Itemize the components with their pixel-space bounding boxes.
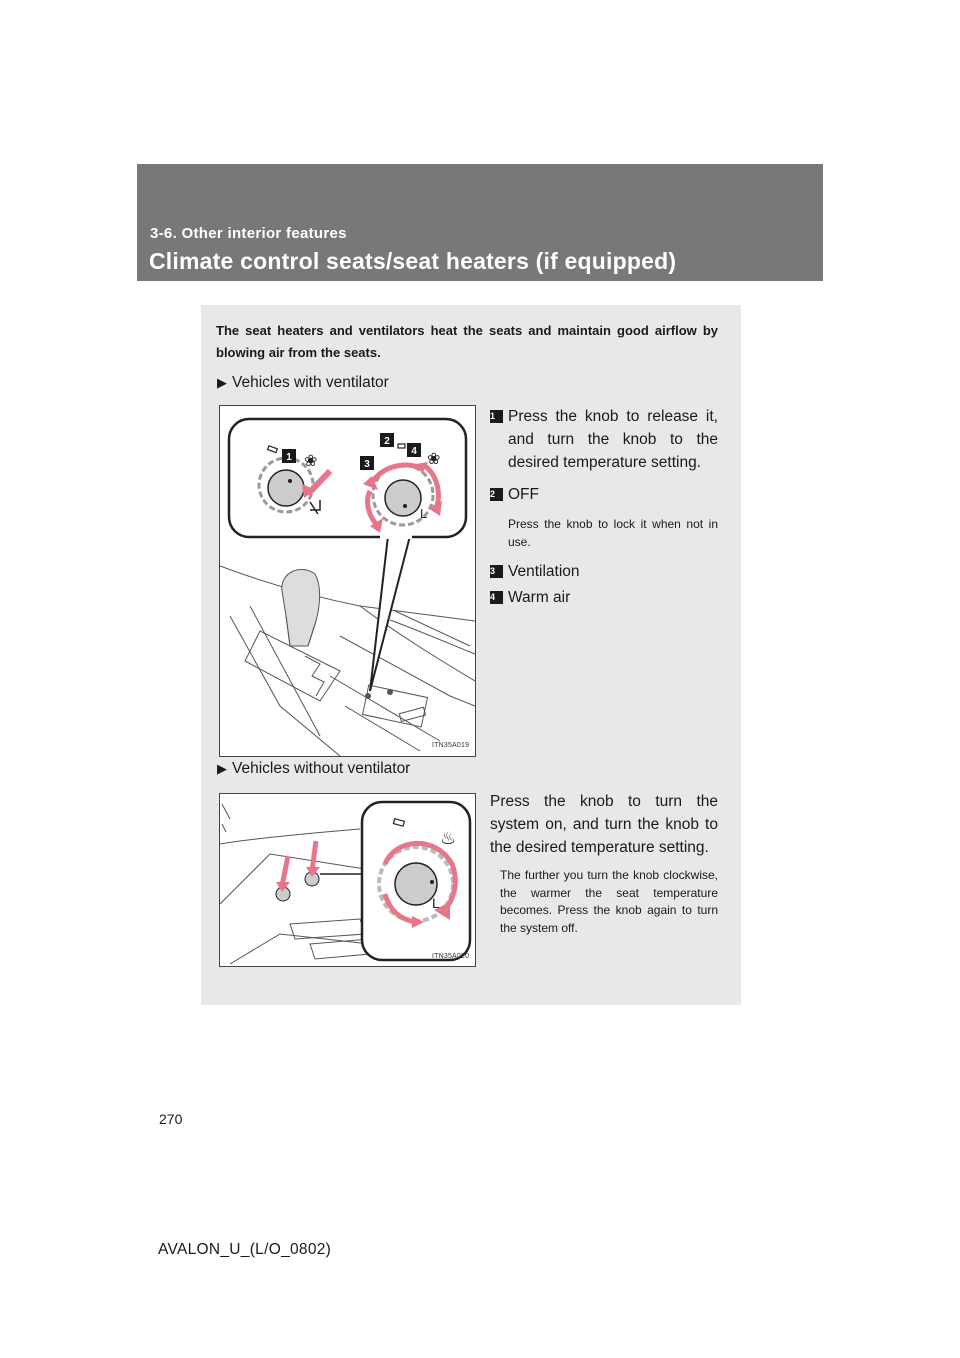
console-illustration	[220, 794, 475, 966]
figure-code: ITN35A019	[432, 742, 470, 749]
console-illustration	[220, 406, 475, 756]
triangle-right-icon: ▶	[217, 375, 227, 390]
section-header	[137, 164, 823, 281]
knob-letter: L	[420, 506, 428, 521]
item-text: OFF	[508, 486, 539, 503]
callout-3: 3	[364, 459, 370, 470]
variant-heading-label: Vehicles without ventilator	[232, 760, 411, 777]
item-note: Press the knob to lock it when not in use.	[508, 517, 718, 549]
seat-heat-icon: ❀	[427, 449, 441, 468]
no-ventilator-text-block	[490, 790, 718, 937]
intro-text: The seat heaters and ventilators heat the seats and maintain good airflow by blowing air from the seats.	[216, 323, 718, 360]
body-note: The further you turn the knob clockwise, the warmer the seat temperature becomes. Press the knob again to turn the system off.	[500, 868, 718, 935]
seat-fan-icon: ❀	[304, 451, 318, 470]
page-title: Climate control seats/seat heaters (if equipped)	[149, 248, 677, 274]
callout-2: 2	[384, 436, 390, 447]
figure-ventilator	[219, 405, 476, 757]
list-item	[490, 405, 718, 474]
ventilator-steps	[490, 405, 718, 609]
item-number: 2	[490, 488, 503, 501]
section-label: 3-6. Other interior features	[150, 225, 347, 242]
knob-icon	[395, 863, 437, 905]
content-panel	[201, 305, 741, 1005]
item-text: Press the knob to release it, and turn the knob to the desired temperature setting.	[508, 408, 718, 471]
figure-code: ITN35A020	[432, 953, 470, 960]
document-code: AVALON_U_(L/O_0802)	[158, 1241, 332, 1258]
item-text: Warm air	[508, 589, 571, 606]
item-number: 4	[490, 591, 503, 604]
variant-heading-label: Vehicles with ventilator	[232, 374, 389, 391]
knob-letter: L	[432, 895, 440, 911]
item-number: 3	[490, 565, 503, 578]
list-item	[490, 586, 718, 609]
variant-heading-ventilator	[217, 374, 389, 392]
seat-heat-icon: ♨	[440, 828, 457, 849]
knob-icon	[385, 480, 421, 516]
list-item	[490, 560, 718, 583]
figure-no-ventilator	[219, 793, 476, 967]
callout-1: 1	[286, 452, 292, 463]
item-text: Ventilation	[508, 563, 580, 580]
page-number: 270	[159, 1111, 183, 1127]
triangle-right-icon: ▶	[217, 761, 227, 776]
variant-heading-no-ventilator	[217, 760, 410, 778]
callout-4: 4	[411, 446, 417, 457]
item-number: 1	[490, 410, 503, 423]
list-item	[490, 483, 718, 506]
body-text: Press the knob to turn the system on, and turn the knob to the desired temperature setting.	[490, 793, 718, 856]
